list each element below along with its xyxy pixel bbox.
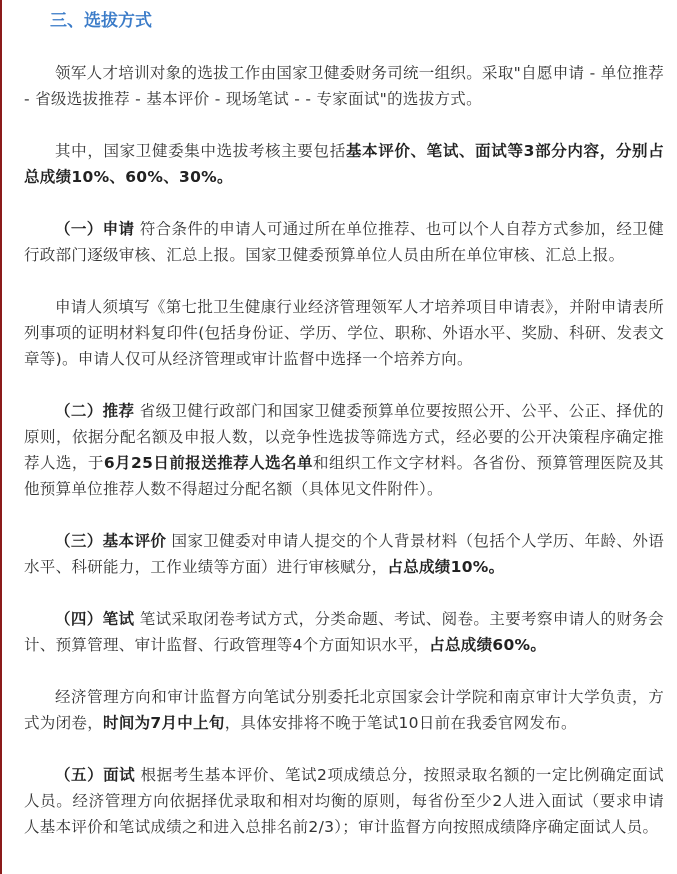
text-run: 根据考生基本评价、笔试2项成绩总分，按照录取名额的一定比例确定面试人员。经济管理方向依据择优录取和相对均衡的原则，每省份至少2人进入面试（要求申请人基本评价和笔试成绩之和进入总排名前2/3）；审计监督方向按照成绩降序确定面试人员。 (24, 766, 664, 836)
subsection-title-apply: （一）申请 (55, 220, 135, 238)
bold-text-run: 时间为7月中上旬 (103, 714, 225, 732)
text-run: 省级卫健行政部门和国家卫健委预算单位要按照公开、公平、公正、择优的原则，依据分配名额及申报人数，以竞争性选拔等筛选方式，经必要的公开决策程序确定推荐人选，于 (24, 402, 664, 472)
text-run: 和组织工作文字材料。各省份、预算管理医院及其他预算单位推荐人数不得超过分配名额（具体见文件附件）。 (24, 454, 664, 498)
paragraph-intro (24, 60, 664, 112)
paragraph-overview (24, 138, 664, 190)
text-run: 其中，国家卫健委集中选拔考核主要包括 (55, 142, 346, 160)
paragraph-interview (24, 762, 664, 840)
text-run: 国家卫健委对申请人提交的个人背景材料（包括个人学历、年龄、外语水平、科研能力，工作业绩等方面）进行审核赋分， (24, 532, 665, 576)
bold-text-run: 基本评价、笔试、面试等3部分内容，分别占总成绩10%、60%、30%。 (24, 142, 664, 186)
text-run: 符合条件的申请人可通过所在单位推荐、也可以个人自荐方式参加，经卫健行政部门逐级审核、汇总上报。国家卫健委预算单位人员由所在单位审核、汇总上报。 (24, 220, 664, 264)
left-border-rule (0, 0, 2, 874)
text-run: 申请人须填写《第七批卫生健康行业经济管理领军人才培养项目申请表》，并附申请表所列事项的证明材料复印件(包括身份证、学历、学位、职称、外语水平、奖励、科研、发表文章等)。申请人仅可从经济管理或审计监督中选择一个培养方向。 (24, 298, 664, 368)
paragraph-written-exam (24, 606, 664, 658)
paragraph-apply-form (24, 294, 664, 372)
bold-text-run: 6月25日前报送推荐人选名单 (103, 454, 313, 472)
text-run: 领军人才培训对象的选拔工作由国家卫健委财务司统一组织。采取"自愿申请 - 单位推荐 - 省级选拔推荐 - 基本评价 - 现场笔试 - - 专家面试"的选拔方式。 (24, 64, 664, 108)
subsection-title-evaluation: （三）基本评价 (55, 532, 167, 550)
text-run: 经济管理方向和审计监督方向笔试分别委托北京国家会计学院和南京审计大学负责，方式为闭卷， (24, 688, 664, 732)
section-heading: 三、选拔方式 (50, 11, 152, 31)
subsection-title-written-exam: （四）笔试 (55, 610, 135, 628)
paragraph-exam-arrangement (24, 684, 664, 736)
subsection-title-interview: （五）面试 (55, 766, 136, 784)
paragraph-apply (24, 216, 664, 268)
paragraph-recommend (24, 398, 664, 502)
text-run: 笔试采取闭卷考试方式，分类命题、考试、阅卷。主要考察申请人的财务会计、预算管理、审计监督、行政管理等4个方面知识水平， (24, 610, 664, 654)
text-run: ，具体安排将不晚于笔试10日前在我委官网发布。 (224, 714, 577, 732)
subsection-title-recommend: （二）推荐 (55, 402, 135, 420)
bold-text-run: 占总成绩60%。 (429, 636, 547, 654)
paragraph-evaluation (24, 528, 664, 580)
bold-text-run: 占总成绩10%。 (387, 558, 505, 576)
article-body (24, 8, 664, 840)
